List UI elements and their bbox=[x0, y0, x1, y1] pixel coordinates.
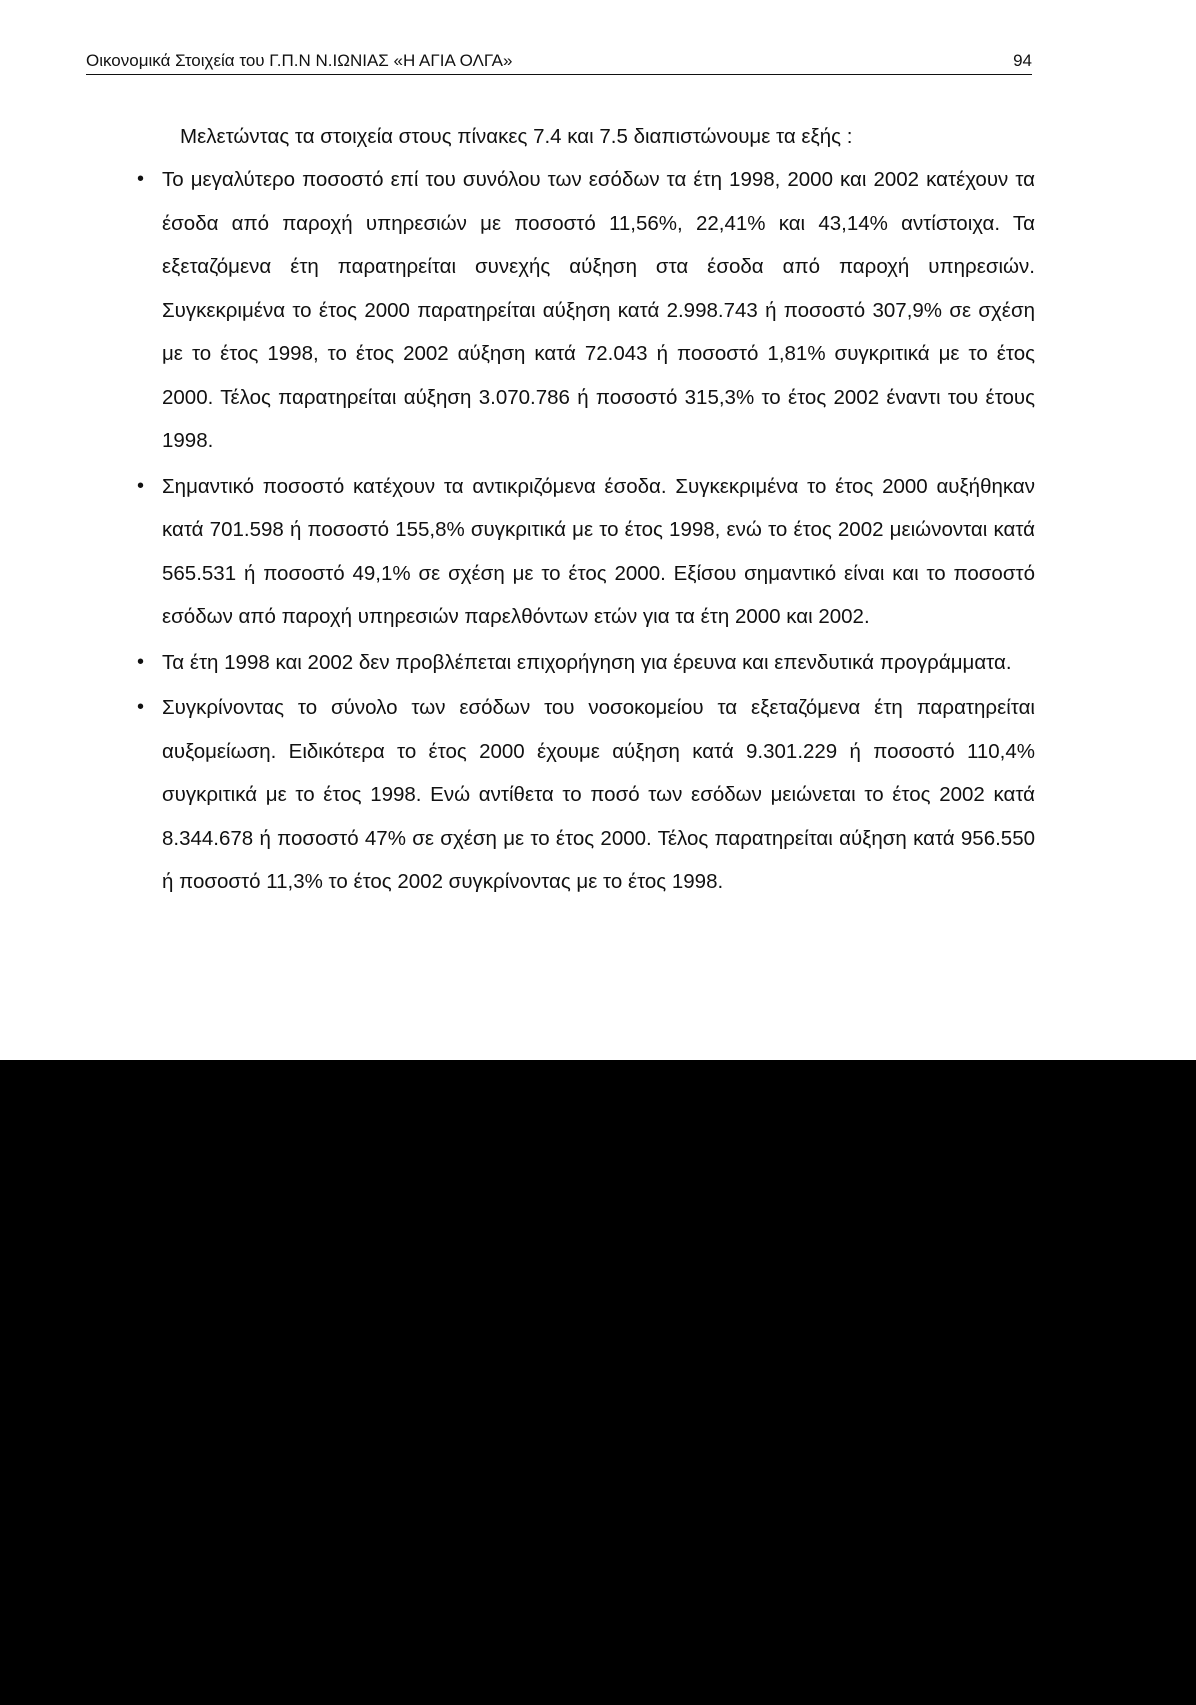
bullet-icon: • bbox=[137, 474, 145, 497]
page-number: 94 bbox=[1013, 51, 1032, 70]
bullet-icon: • bbox=[137, 650, 145, 673]
header-title: Οικονομικά Στοιχεία του Γ.Π.Ν Ν.ΙΩΝΙΑΣ «Η ΑΓΙΑ ΟΛΓΑ» bbox=[86, 51, 513, 70]
list-item-text: Σημαντικό ποσοστό κατέχουν τα αντικριζόμενα έσοδα. Συγκεκριμένα το έτος 2000 αυξήθηκαν κατά 701.598 ή ποσοστό 155,8% συγκριτικά με το έτος 1998, ενώ το έτος 2002 μειώνονται κατά 565.531 ή ποσοστό 49,1% σε σχέση με το έτος 2000. Εξίσου σημαντικό είναι και το ποσοστό εσόδων από παροχή υπηρεσιών παρελθόντων ετών για τα έτη 2000 και 2002. bbox=[162, 474, 1035, 628]
list-item-text: Συγκρίνοντας το σύνολο των εσόδων του νοσοκομείου τα εξεταζόμενα έτη παρατηρείται αυξομείωση. Ειδικότερα το έτος 2000 έχουμε αύξηση κατά 9.301.229 ή ποσοστό 110,4% συγκριτικά με το έτος 1998. Ενώ αντίθετα το ποσό των εσόδων μειώνεται το έτος 2002 κατά 8.344.678 ή ποσοστό 47% σε σχέση με το έτος 2000. Τέλος παρατηρείται αύξηση κατά 956.550 ή ποσοστό 11,3% το έτος 2002 συγκρίνοντας με το έτος 1998. bbox=[162, 696, 1035, 893]
findings-list bbox=[0, 158, 1196, 904]
intro-paragraph: Μελετώντας τα στοιχεία στους πίνακες 7.4 και 7.5 διαπιστώνουμε τα εξής : bbox=[180, 125, 853, 148]
list-item bbox=[0, 686, 1196, 904]
bullet-icon: • bbox=[137, 696, 145, 718]
list-item bbox=[0, 465, 1196, 639]
list-item-text: Το μεγαλύτερο ποσοστό επί του συνόλου των εσόδων τα έτη 1998, 2000 και 2002 κατέχουν τα έσοδα από παροχή υπηρεσιών με ποσοστό 11,56%, 22,41% και 43,14% αντίστοιχα. Τα εξεταζόμενα έτη παρατηρείται συνεχής αύξηση στα έσοδα από παροχή υπηρεσιών. Συγκεκριμένα το έτος 2000 παρατηρείται αύξηση κατά 2.998.743 ή ποσοστό 307,9% σε σχέση με το έτος 1998, το έτος 2002 αύξηση κατά 72.043 ή ποσοστό 1,81% συγκριτικά με το έτος 2000. Τέλος παρατηρείται αύξηση 3.070.786 ή ποσοστό 315,3% το έτος 2002 έναντι του έτους 1998. bbox=[162, 168, 1035, 452]
list-item bbox=[0, 641, 1196, 685]
list-item-text: Τα έτη 1998 και 2002 δεν προβλέπεται επιχορήγηση για έρευνα και επενδυτικά προγράμματα. bbox=[162, 650, 1012, 674]
list-item bbox=[0, 158, 1196, 463]
page-header bbox=[86, 50, 1032, 75]
bullet-icon: • bbox=[137, 168, 145, 190]
